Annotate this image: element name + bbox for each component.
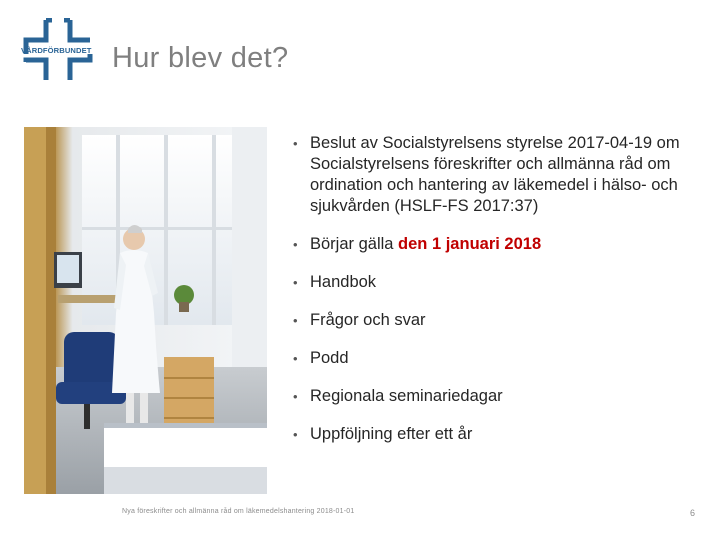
page-number: 6 [690, 508, 696, 518]
list-item [293, 272, 693, 293]
list-item [293, 424, 693, 445]
bullet-marker: • [293, 237, 298, 252]
bullet-marker: • [293, 389, 298, 404]
bullet-text: Handbok [310, 273, 377, 291]
list-item [293, 133, 693, 217]
vardforbundet-logo [20, 18, 96, 82]
bullet-marker: • [293, 275, 298, 290]
list-item [293, 234, 693, 255]
nurse-photo [24, 127, 267, 494]
slide-title: Hur blev det? [112, 42, 289, 74]
bullet-marker: • [293, 351, 298, 366]
bullet-marker: • [293, 427, 298, 442]
bullet-text: Regionala seminariedagar [310, 387, 503, 405]
list-item [293, 348, 693, 369]
bullet-marker: • [293, 136, 298, 151]
highlighted-date: den 1 januari 2018 [398, 235, 542, 253]
bullet-text: Frågor och svar [310, 311, 426, 329]
bullet-text: Podd [310, 349, 349, 367]
list-item [293, 310, 693, 331]
bullet-text: Beslut av Socialstyrelsens styrelse 2017-04-19 om Socialstyrelsens föreskrifter och allmänna råd om ordination och hantering av läkemedel i hälso- och sjukvården (HSLF-FS 2017:37) [310, 134, 680, 215]
bullet-marker: • [293, 313, 298, 328]
logo-text: VÅRDFÖRBUNDET [21, 46, 92, 55]
bullet-text: Uppföljning efter ett år [310, 425, 473, 443]
footer-note: Nya föreskrifter och allmänna råd om läkemedelshantering 2018-01-01 [122, 508, 355, 515]
list-item [293, 386, 693, 407]
bullet-list [293, 133, 693, 462]
bullet-text: Börjar gälla [310, 235, 399, 253]
